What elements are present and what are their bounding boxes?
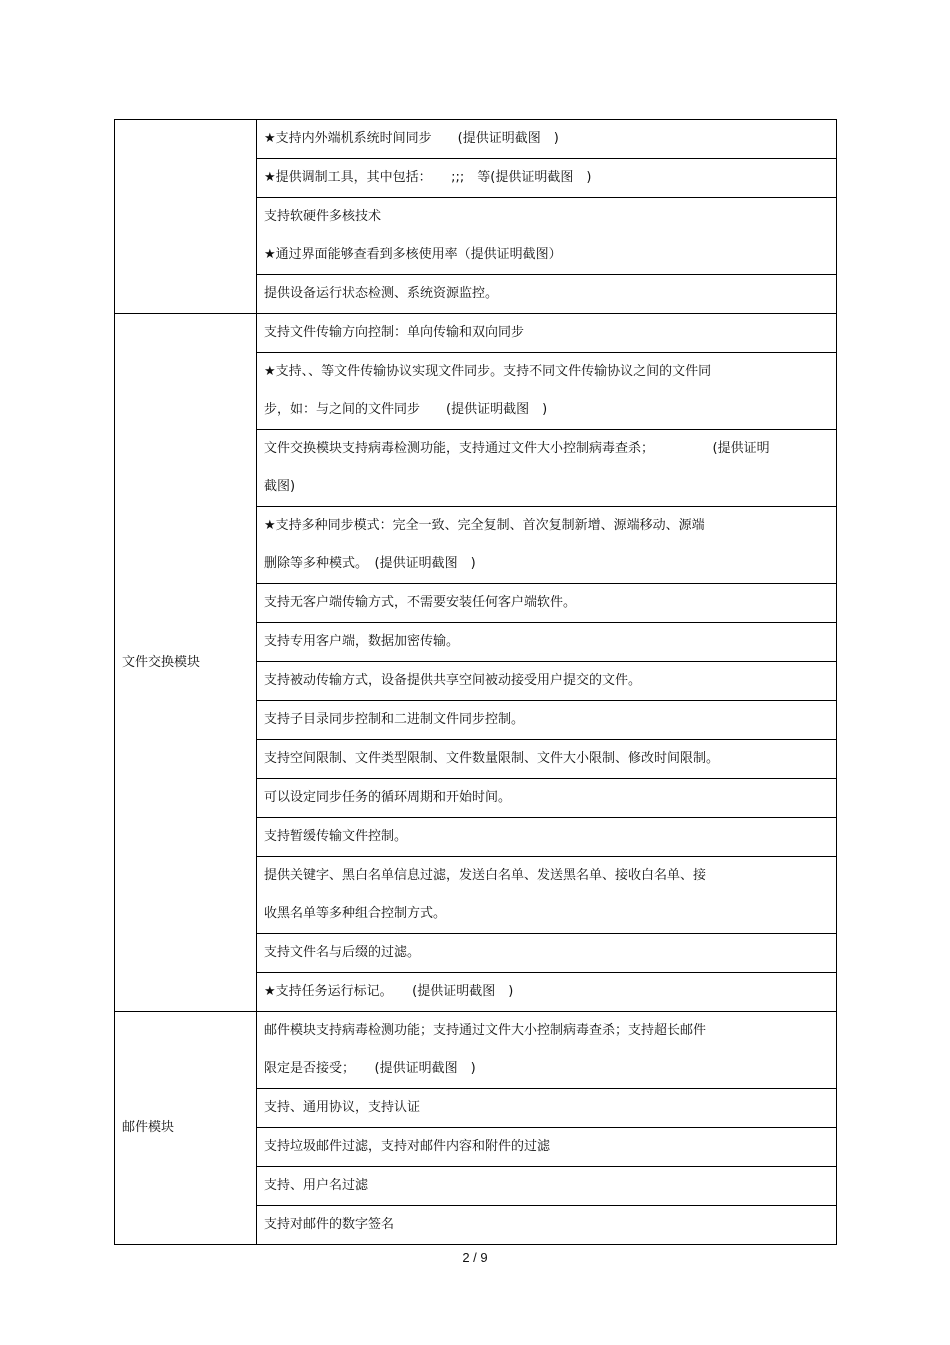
requirement-cell	[257, 430, 837, 507]
requirement-text: 截图)	[264, 479, 296, 494]
requirement-cell	[257, 507, 837, 584]
requirement-cell	[257, 818, 837, 857]
requirement-text: ★支持任务运行标记。 (提供证明截图 )	[264, 984, 514, 999]
requirement-cell	[257, 779, 837, 818]
requirement-text: ★支持内外端机系统时间同步 (提供证明截图 )	[264, 131, 559, 146]
requirement-cell	[257, 120, 837, 159]
requirement-cell	[257, 1089, 837, 1128]
requirement-text: 支持无客户端传输方式，不需要安装任何客户端软件。	[264, 595, 577, 610]
requirement-text: 提供关键字、黑白名单信息过滤，发送白名单、发送黑名单、接收白名单、接	[264, 868, 707, 883]
requirement-cell	[257, 740, 837, 779]
requirement-text: 支持、通用协议，支持认证	[264, 1100, 421, 1115]
requirement-cell	[257, 934, 837, 973]
requirement-cell	[257, 662, 837, 701]
requirement-text: 文件交换模块支持病毒检测功能，支持通过文件大小控制病毒查杀； (提供证明	[264, 441, 770, 456]
table-row	[115, 314, 837, 353]
category-cell: 邮件模块	[115, 1012, 257, 1245]
requirement-cell	[257, 1206, 837, 1245]
requirement-text: 支持空间限制、文件类型限制、文件数量限制、文件大小限制、修改时间限制。	[264, 751, 720, 766]
requirement-text: 支持专用客户端，数据加密传输。	[264, 634, 460, 649]
requirement-text: ★支持、、等文件传输协议实现文件同步。支持不同文件传输协议之间的文件同	[264, 364, 712, 379]
requirement-cell	[257, 353, 837, 430]
requirement-cell	[257, 198, 837, 275]
requirement-text: ★提供调制工具，其中包括： ;;; 等(提供证明截图 )	[264, 170, 592, 185]
requirement-cell	[257, 701, 837, 740]
requirement-text: 支持垃圾邮件过滤，支持对邮件内容和附件的过滤	[264, 1139, 551, 1154]
category-cell	[115, 120, 257, 314]
requirement-cell	[257, 623, 837, 662]
requirement-text: 收黑名单等多种组合控制方式。	[264, 906, 447, 921]
requirement-cell	[257, 584, 837, 623]
requirement-cell	[257, 159, 837, 198]
requirement-text: 支持、用户名过滤	[264, 1178, 369, 1193]
requirement-text: 支持文件名与后缀的过滤。	[264, 945, 421, 960]
requirement-text: 步，如：与之间的文件同步 (提供证明截图 )	[264, 402, 548, 417]
requirement-text: 支持子目录同步控制和二进制文件同步控制。	[264, 712, 525, 727]
requirement-text: 支持软硬件多核技术	[264, 209, 382, 224]
requirement-cell	[257, 1012, 837, 1089]
requirement-cell	[257, 973, 837, 1012]
requirement-text: 支持被动传输方式，设备提供共享空间被动接受用户提交的文件。	[264, 673, 642, 688]
page-number: 2 / 9	[462, 1250, 488, 1265]
requirement-text: 删除等多种模式。 (提供证明截图 )	[264, 556, 476, 571]
requirement-cell	[257, 857, 837, 934]
requirement-text: 支持文件传输方向控制：单向传输和双向同步	[264, 325, 525, 340]
requirement-text: 可以设定同步任务的循环周期和开始时间。	[264, 790, 512, 805]
requirement-text: 邮件模块支持病毒检测功能；支持通过文件大小控制病毒查杀；支持超长邮件	[264, 1023, 707, 1038]
requirement-cell	[257, 1128, 837, 1167]
requirements-table-body	[115, 120, 837, 1245]
requirement-text: ★支持多种同步模式：完全一致、完全复制、首次复制新增、源端移动、源端	[264, 518, 705, 533]
requirement-text: 支持暂缓传输文件控制。	[264, 829, 408, 844]
requirement-text: ★通过界面能够查看到多核使用率（提供证明截图）	[264, 247, 562, 262]
requirements-table	[114, 119, 837, 1245]
requirement-cell	[257, 1167, 837, 1206]
requirement-cell	[257, 314, 837, 353]
requirement-text: 提供设备运行状态检测、系统资源监控。	[264, 286, 499, 301]
requirement-cell	[257, 275, 837, 314]
category-cell: 文件交换模块	[115, 314, 257, 1012]
requirement-text: 限定是否接受； (提供证明截图 )	[264, 1061, 476, 1076]
requirement-text: 支持对邮件的数字签名	[264, 1217, 395, 1232]
table-row	[115, 1012, 837, 1089]
table-row	[115, 120, 837, 159]
